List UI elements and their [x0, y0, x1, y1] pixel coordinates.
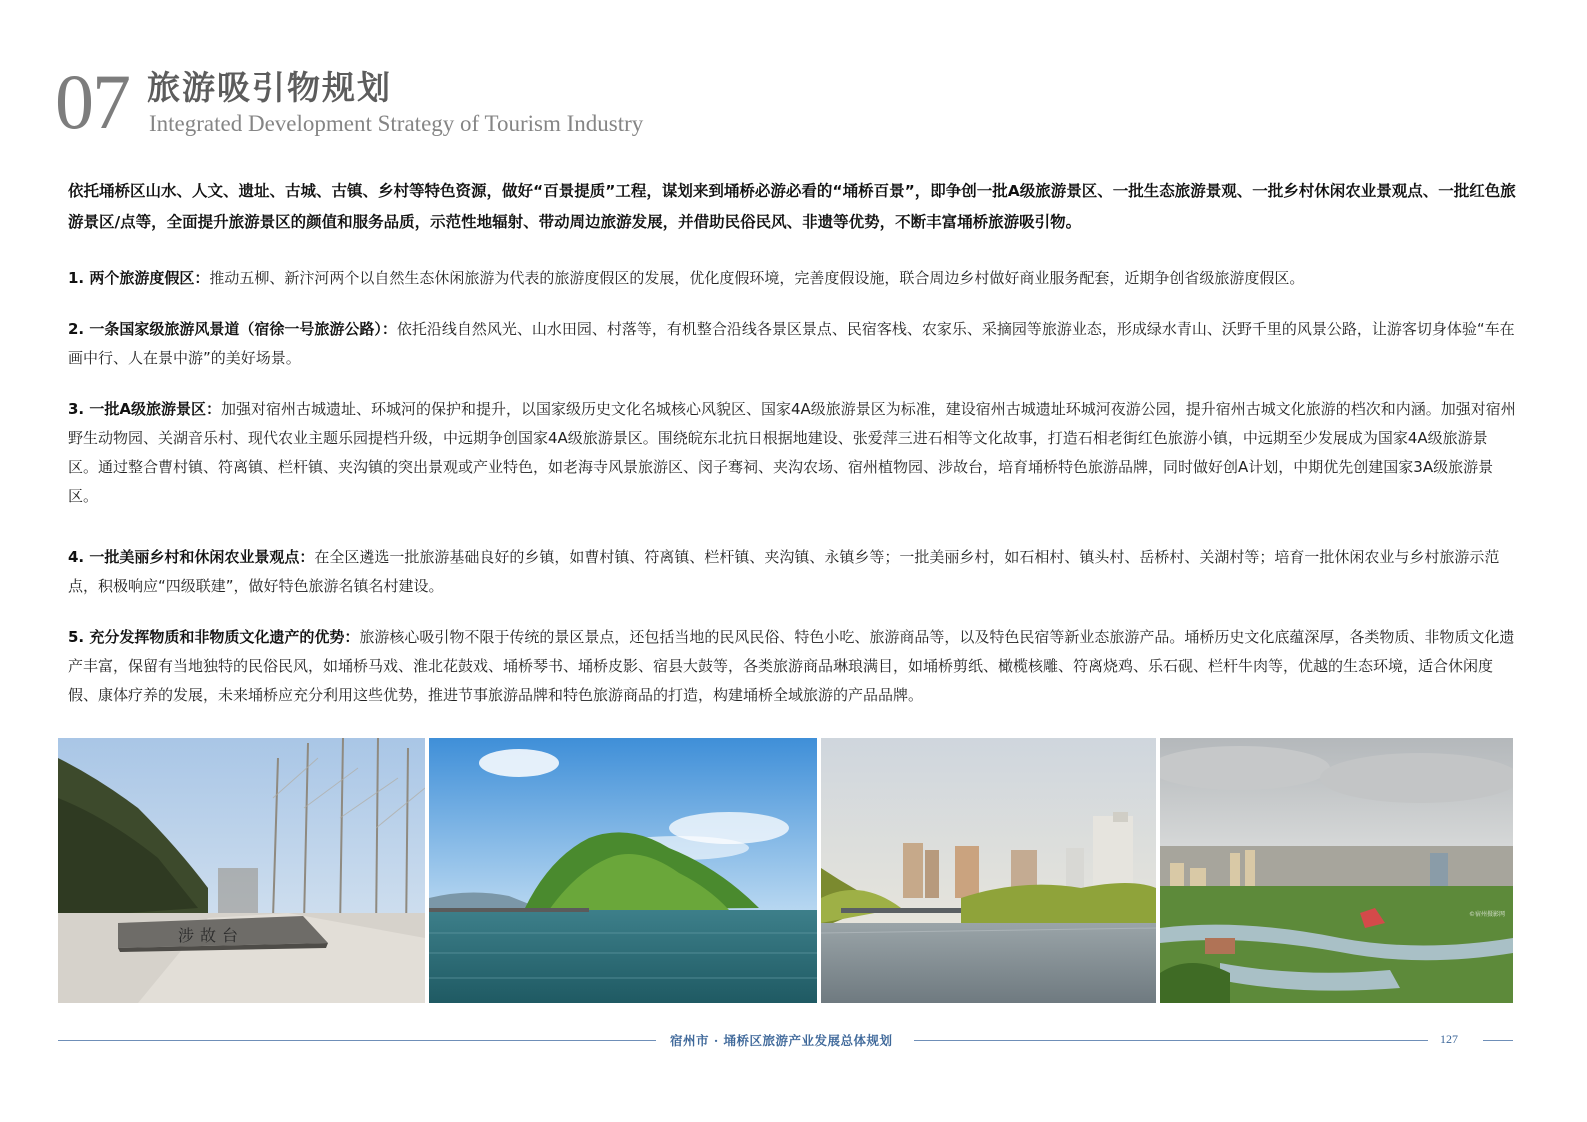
chapter-number: 07: [55, 58, 129, 145]
section-1-heading: 1. 两个旅游度假区：: [68, 269, 210, 287]
photo-river-city: [821, 738, 1156, 1003]
section-3: [68, 395, 1516, 511]
section-2-body: 依托沿线自然风光、山水田园、村落等，有机整合沿线各景区景点、民宿客栈、农家乐、采摘园等旅游业态，形成绿水青山、沃野千里的风景公路，让游客切身体验“车在画中行、人在景中游”的美好场景。: [68, 320, 1515, 367]
page-footer: [58, 1028, 1513, 1054]
stone-inscription: 涉故台: [178, 926, 245, 945]
section-3-body: 加强对宿州古城遗址、环城河的保护和提升，以国家级历史文化名城核心风貌区、国家4A级旅游景区为标准，建设宿州古城遗址环城河夜游公园，提升宿州古城文化旅游的档次和内涵。加强对宿州野生动物园、关湖音乐村、现代农业主题乐园提档升级，中远期争创国家4A级旅游景区。围绕皖东北抗日根据地建设、张爱萍三进石相等文化故事，打造石相老街红色旅游小镇，中远期至少发展成为国家4A级旅游景区。通过整合曹村镇、符离镇、栏杆镇、夹沟镇的突出景观或产业特色，如老海寺风景旅游区、闵子骞祠、夹沟农场、宿州植物园、涉故台，培育埇桥特色旅游品牌，同时做好创A计划，中期优先创建国家3A级旅游景区。: [68, 400, 1516, 505]
chapter-subtitle: Integrated Development Strategy of Tourism Industry: [149, 111, 644, 136]
stone-monument-image: [58, 738, 425, 1003]
photo-stone-monument: [58, 738, 425, 1003]
footer-rule-middle: [914, 1040, 1428, 1041]
section-3-heading: 3. 一批A级旅游景区：: [68, 400, 221, 418]
page-number: 127: [1440, 1032, 1458, 1046]
section-5-body: 旅游核心吸引物不限于传统的景区景点，还包括当地的民风民俗、特色小吃、旅游商品等，以及特色民宿等新业态旅游产品。埇桥历史文化底蕴深厚，各类物质、非物质文化遗产丰富，保留有当地独特的民俗民风，如埇桥马戏、淮北花鼓戏、埇桥琴书、埇桥皮影、宿县大鼓等，各类旅游商品琳琅满目，如埇桥剪纸、橄榄核雕、符离烧鸡、乐石砚、栏杆牛肉等，优越的生态环境，适合休闲度假、康体疗养的发展，未来埇桥应充分利用这些优势，推进节事旅游品牌和特色旅游商品的打造，构建埇桥全域旅游的产品品牌。: [68, 628, 1515, 704]
chapter-header: [55, 58, 775, 145]
footer-rule-right: [1483, 1040, 1513, 1041]
photo-lake-island: [429, 738, 817, 1003]
section-5: [68, 623, 1516, 710]
photo-aerial-park: [1160, 738, 1513, 1003]
section-2-heading: 2. 一条国家级旅游风景道（宿徐一号旅游公路）：: [68, 320, 397, 338]
footer-title: 宿州市 · 埇桥区旅游产业发展总体规划: [670, 1033, 893, 1048]
intro-paragraph: 依托埇桥区山水、人文、遗址、古城、古镇、乡村等特色资源，做好“百景提质”工程，谋划来到埇桥必游必看的“埇桥百景”，即争创一批A级旅游景区、一批生态旅游景观、一批乡村休闲农业景观点、一批红色旅游景区/点等，全面提升旅游景区的颜值和服务品质，示范性地辐射、带动周边旅游发展，并借助民俗民风、非遗等优势，不断丰富埇桥旅游吸引物。: [68, 182, 1516, 231]
aerial-park-image: [1160, 738, 1513, 1003]
section-1-body: 推动五柳、新汴河两个以自然生态休闲旅游为代表的旅游度假区的发展，优化度假环境，完善度假设施，联合周边乡村做好商业服务配套，近期争创省级旅游度假区。: [209, 269, 1305, 287]
photo-strip: [58, 738, 1513, 1003]
section-5-heading: 5. 充分发挥物质和非物质文化遗产的优势：: [68, 628, 360, 646]
photo-watermark: ©宿州摄影网: [1468, 911, 1505, 918]
section-1: [68, 264, 1516, 293]
section-4-body: 在全区遴选一批旅游基础良好的乡镇，如曹村镇、符离镇、栏杆镇、夹沟镇、永镇乡等；一批美丽乡村，如石相村、镇头村、岳桥村、关湖村等；培育一批休闲农业与乡村旅游示范点，积极响应“四级联建”，做好特色旅游名镇名村建设。: [68, 548, 1500, 595]
lake-island-image: [429, 738, 817, 1003]
section-4-heading: 4. 一批美丽乡村和休闲农业景观点：: [68, 548, 315, 566]
section-4: [68, 543, 1516, 601]
footer-rule-left: [58, 1040, 656, 1041]
section-2: [68, 315, 1516, 373]
river-city-image: [821, 738, 1156, 1003]
chapter-title: 旅游吸引物规划: [147, 68, 392, 107]
body-text: [68, 176, 1516, 710]
